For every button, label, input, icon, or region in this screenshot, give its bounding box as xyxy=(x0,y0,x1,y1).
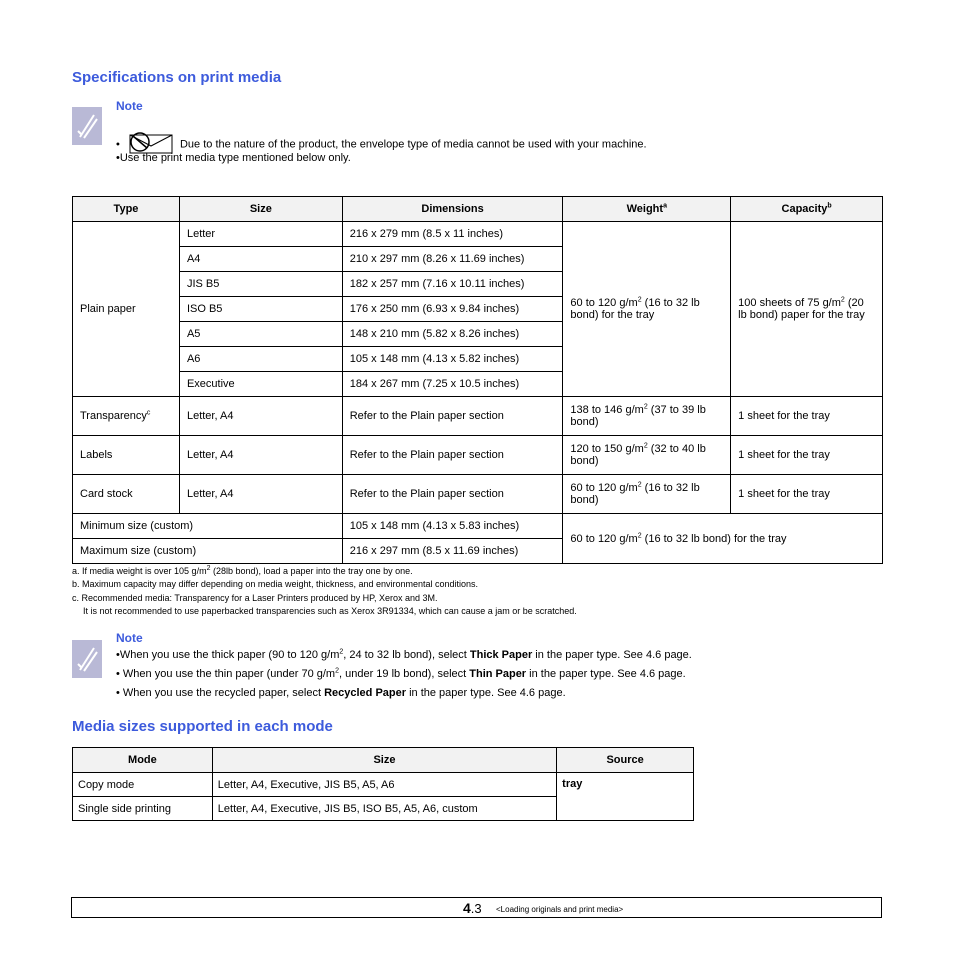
col-mode: Mode xyxy=(73,748,213,773)
col-source: Source xyxy=(557,748,694,773)
chapter-title: <Loading originals and print media> xyxy=(496,905,624,914)
note-text-envelope: Due to the nature of the product, the envelope type of media cannot be used with your machine. xyxy=(179,138,647,151)
note-thin-paper: • When you use the thin paper (under 70 $g/m^2$, under 19 lb bond), select Thin Paper in the paper type. See 4.6 page. xyxy=(116,667,686,680)
media-modes-table xyxy=(72,747,694,821)
cell-type: Card stock xyxy=(73,475,180,514)
section-title-specifications: Specifications on print media xyxy=(72,69,282,86)
footnote-c: c. Recommended media: Transparency for a Laser Printers produced by HP, Xerox and 3M. xyxy=(72,593,438,603)
cell-capacity: 1 sheet for the tray xyxy=(731,475,883,514)
cell-dim: 184 x 267 mm (7.25 x 10.5 inches) xyxy=(342,372,563,397)
note-icon xyxy=(72,107,102,145)
cell-size: A5 xyxy=(179,322,342,347)
table-row xyxy=(73,436,883,475)
cell-size: ISO B5 xyxy=(179,297,342,322)
note-thick-paper: •When you use the thick paper (90 to 120 $g/m^2$, 24 to 32 lb bond), select Thick Paper in the paper type. See 4.6 page. xyxy=(116,648,692,661)
col-dimensions: Dimensions xyxy=(342,197,563,222)
note-title: Note xyxy=(116,631,143,645)
cell-size: Letter, A4 xyxy=(179,475,342,514)
cell-size: Letter xyxy=(179,222,342,247)
bullet: • xyxy=(116,138,120,151)
note-recycled-paper: • When you use the recycled paper, select Recycled Paper in the paper type. See 4.6 page. xyxy=(116,687,566,699)
cell-weight: 60 to 120 $g/m^2$ (16 to 32 lb bond) for the tray xyxy=(563,222,731,397)
cell-dim: 216 x 279 mm (8.5 x 11 inches) xyxy=(342,222,563,247)
cell-dim: 182 x 257 mm (7.16 x 10.11 inches) xyxy=(342,272,563,297)
footnote-a: a. If media weight is over 105 $g/m^2$ (28lb bond), load a paper into the tray one by one. xyxy=(72,565,413,576)
cell-weight: 60 to 120 $g/m^2$ (16 to 32 lb bond) xyxy=(563,475,731,514)
cell-size: Letter, A4 xyxy=(179,397,342,436)
col-weight: Weight$^a$ xyxy=(563,197,731,222)
cell-type: Transparency$^c$ xyxy=(73,397,180,436)
note-icon xyxy=(72,640,102,678)
cell-size: Letter, A4, Executive, JIS B5, A5, A6 xyxy=(212,773,556,797)
col-size: Size xyxy=(212,748,556,773)
cell-mode: Copy mode xyxy=(73,773,213,797)
col-type: Type xyxy=(73,197,180,222)
cell-dim: 176 x 250 mm (6.93 x 9.84 inches) xyxy=(342,297,563,322)
cell-capacity: 100 sheets of 75 $g/m^2$ (20 lb bond) paper for the tray xyxy=(731,222,883,397)
media-spec-table xyxy=(72,196,883,564)
col-size: Size xyxy=(179,197,342,222)
cell-size: Executive xyxy=(179,372,342,397)
page-number: 4.3 xyxy=(463,900,482,916)
cell-max-size: Maximum size (custom) xyxy=(73,539,343,564)
cell-type: Labels xyxy=(73,436,180,475)
cell-dim: Refer to the Plain paper section xyxy=(342,475,563,514)
table-row xyxy=(73,514,883,539)
cell-size: JIS B5 xyxy=(179,272,342,297)
table-header-row xyxy=(73,748,694,773)
cell-dim: 148 x 210 mm (5.82 x 8.26 inches) xyxy=(342,322,563,347)
cell-mode: Single side printing xyxy=(73,797,213,821)
cell-source: tray xyxy=(557,773,694,821)
note-text-media-type: •Use the print media type mentioned below only. xyxy=(116,152,351,164)
cell-weight: 138 to 146 $g/m^2$ (37 to 39 lb bond) xyxy=(563,397,731,436)
table-row xyxy=(73,397,883,436)
cell-weight: 120 to 150 $g/m^2$ (32 to 40 lb bond) xyxy=(563,436,731,475)
cell-custom-weight: 60 to 120 $g/m^2$ (16 to 32 lb bond) for the tray xyxy=(563,514,883,564)
col-capacity: Capacity$^b$ xyxy=(731,197,883,222)
footnote-b: b. Maximum capacity may differ depending on media weight, thickness, and environmental conditions. xyxy=(72,579,479,589)
table-row xyxy=(73,773,694,797)
cell-dim: Refer to the Plain paper section xyxy=(342,397,563,436)
note-title: Note xyxy=(116,99,143,113)
cell-min-size: Minimum size (custom) xyxy=(73,514,343,539)
table-row xyxy=(73,222,883,247)
cell-capacity: 1 sheet for the tray xyxy=(731,397,883,436)
cell-dim: 105 x 148 mm (4.13 x 5.83 inches) xyxy=(342,514,563,539)
section-title-media-sizes: Media sizes supported in each mode xyxy=(72,718,333,735)
cell-capacity: 1 sheet for the tray xyxy=(731,436,883,475)
table-header-row xyxy=(73,197,883,222)
cell-dim: 210 x 297 mm (8.26 x 11.69 inches) xyxy=(342,247,563,272)
cell-size: A4 xyxy=(179,247,342,272)
cell-dim: Refer to the Plain paper section xyxy=(342,436,563,475)
cell-size: Letter, A4, Executive, JIS B5, ISO B5, A5, A6, custom xyxy=(212,797,556,821)
cell-dim: 105 x 148 mm (4.13 x 5.82 inches) xyxy=(342,347,563,372)
cell-size: A6 xyxy=(179,347,342,372)
footnote-c-detail: It is not recommended to use paperbacked transparencies such as Xerox 3R91334, which can cause a jam or be scratched. xyxy=(83,606,577,616)
table-row xyxy=(73,475,883,514)
cell-size: Letter, A4 xyxy=(179,436,342,475)
cell-dim: 216 x 297 mm (8.5 x 11.69 inches) xyxy=(342,539,563,564)
cell-type: Plain paper xyxy=(73,222,180,397)
